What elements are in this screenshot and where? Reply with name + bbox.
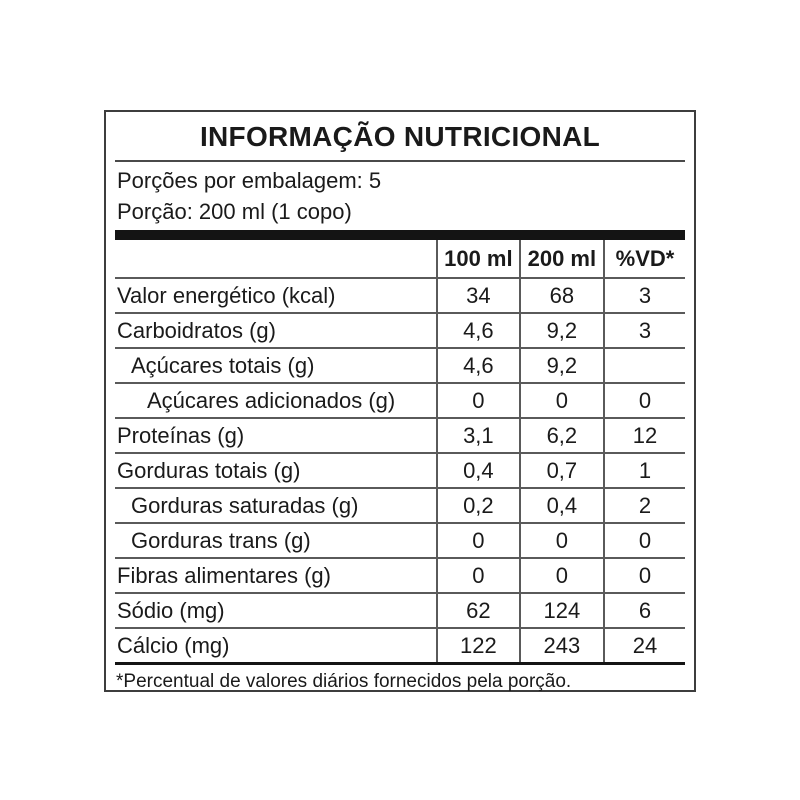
row-label: Gorduras trans (g) [115,523,437,558]
row-label: Açúcares totais (g) [115,348,437,383]
value-cell: 68 [520,278,604,313]
footnote: *Percentual de valores diários fornecidos pela porção. [116,671,572,692]
value-cell: 0 [437,523,520,558]
value-cell: 3,1 [437,418,520,453]
row-label: Açúcares adicionados (g) [115,383,437,418]
row-label: Fibras alimentares (g) [115,558,437,593]
value-cell: 9,2 [520,348,604,383]
value-cell: 24 [604,628,685,664]
value-cell: 0,7 [520,453,604,488]
value-cell: 34 [437,278,520,313]
value-cell: 0 [520,383,604,418]
row-label: Proteínas (g) [115,418,437,453]
table-row [115,488,685,523]
value-cell: 4,6 [437,348,520,383]
value-cell: 0 [604,383,685,418]
table-row [115,418,685,453]
servings-per-package-line: Porções por embalagem: 5 [117,168,382,193]
value-cell: 2 [604,488,685,523]
header-200ml: 200 ml [520,240,604,278]
table-row [115,348,685,383]
serving-info [115,162,685,230]
nutrition-label [104,110,696,692]
row-label: Carboidratos (g) [115,313,437,348]
value-cell: 0,4 [520,488,604,523]
table-row [115,383,685,418]
row-label: Gorduras totais (g) [115,453,437,488]
value-cell [604,348,685,383]
header-100ml: 100 ml [437,240,520,278]
value-cell: 243 [520,628,604,664]
value-cell: 0 [437,383,520,418]
portion-size-line: Porção: 200 ml (1 copo) [117,199,352,224]
value-cell: 0 [604,558,685,593]
row-label: Valor energético (kcal) [115,278,437,313]
value-cell: 3 [604,278,685,313]
header-blank-cell [115,240,437,278]
table-row [115,453,685,488]
table-row [115,313,685,348]
value-cell: 0,2 [437,488,520,523]
separator-bar [115,230,685,240]
table-row [115,628,685,664]
page-title: INFORMAÇÃO NUTRICIONAL [115,112,685,162]
nutrition-table [115,240,685,665]
table-row [115,278,685,313]
value-cell: 0 [437,558,520,593]
value-cell: 0,4 [437,453,520,488]
value-cell: 124 [520,593,604,628]
row-label: Sódio (mg) [115,593,437,628]
value-cell: 6,2 [520,418,604,453]
value-cell: 4,6 [437,313,520,348]
value-cell: 0 [604,523,685,558]
nutrition-table-body [115,278,685,664]
row-label: Cálcio (mg) [115,628,437,664]
header-vd: %VD* [604,240,685,278]
value-cell: 6 [604,593,685,628]
table-row [115,523,685,558]
row-label: Gorduras saturadas (g) [115,488,437,523]
table-row [115,593,685,628]
value-cell: 9,2 [520,313,604,348]
value-cell: 0 [520,523,604,558]
table-header-row [115,240,685,278]
value-cell: 122 [437,628,520,664]
value-cell: 1 [604,453,685,488]
value-cell: 0 [520,558,604,593]
value-cell: 62 [437,593,520,628]
value-cell: 12 [604,418,685,453]
table-row [115,558,685,593]
value-cell: 3 [604,313,685,348]
